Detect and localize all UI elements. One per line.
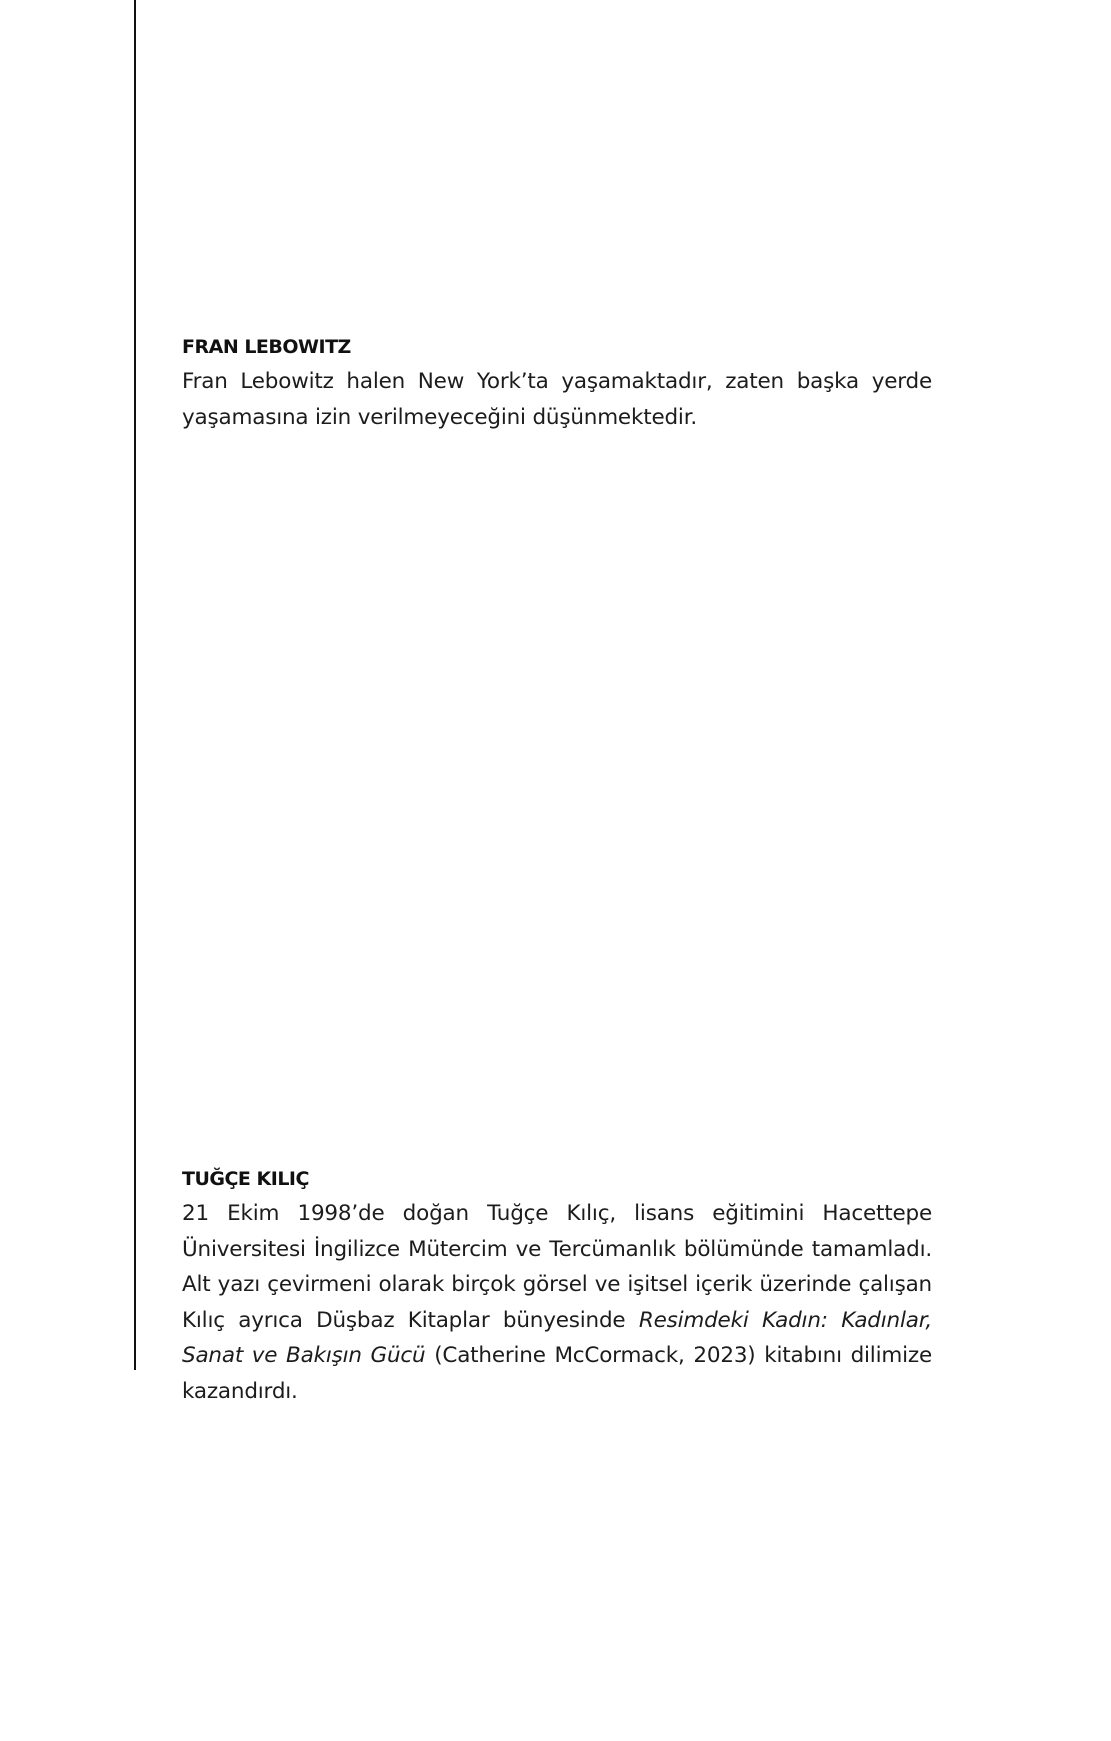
- translator-bio-text-part2: (Catherine McCormack, 2023) kitabını dilimize kazandırdı.: [182, 1343, 932, 1404]
- translator-bio-text: [182, 1196, 932, 1409]
- author-bio-text: Fran Lebowitz halen New York’ta yaşamaktadır, zaten başka yerde yaşamasına izin verilmeyeceğini düşünmektedir.: [182, 369, 932, 430]
- translator-bio: [182, 1164, 932, 1409]
- book-title: Resimdeki Kadın: Kadınlar, Sanat ve Bakışın Gücü: [182, 1307, 932, 1368]
- author-name: FRAN LEBOWITZ: [182, 336, 351, 358]
- translator-bio-text-part1: 21 Ekim 1998’de doğan Tuğçe Kılıç, lisans eğitimini Hacettepe Üniversitesi İngilizce Mütercim ve Tercümanlık bölümünde tamamladı. Alt yazı çevirmeni olarak birçok görsel ve işitsel içerik üzerinde çalışan Kılıç ayrıca Düşbaz Kitaplar bünyesinde: [182, 1201, 932, 1333]
- page-edge-line: [134, 0, 136, 1370]
- author-bio: [182, 332, 932, 435]
- translator-name: TUĞÇE KILIÇ: [182, 1168, 309, 1190]
